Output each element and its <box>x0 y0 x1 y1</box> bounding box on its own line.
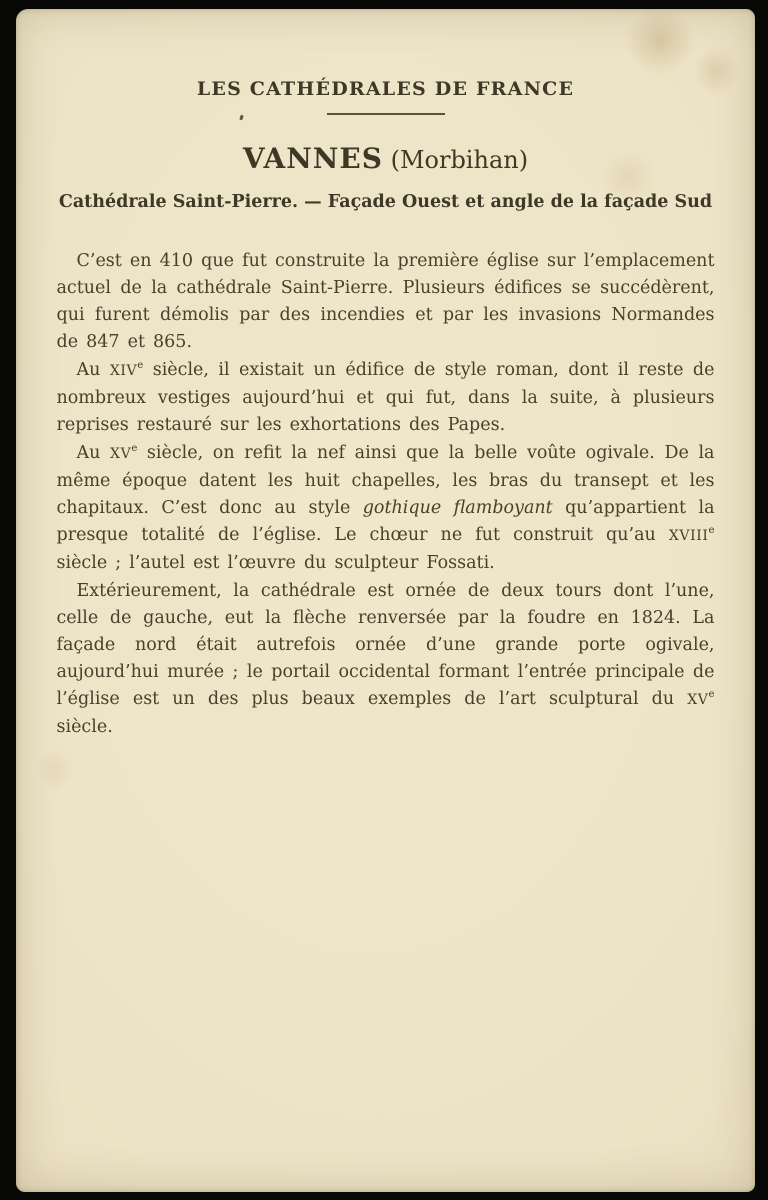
text-run: Au <box>76 360 110 380</box>
text-run: XIV <box>109 363 138 379</box>
text-run: Au <box>76 443 111 463</box>
paragraph <box>57 578 715 741</box>
text-run: XV <box>687 692 709 708</box>
text-run: siècle ; l’autel est l’œuvre du sculpteur Fossati. <box>56 553 495 573</box>
paragraph <box>57 248 715 356</box>
text-run: XV <box>110 446 132 462</box>
text-run: e <box>131 443 138 455</box>
text-run: qu’appartient la presque totalité de l’église. Le chœur ne fut construit qu’au <box>56 498 715 545</box>
title-region: (Morbihan) <box>382 146 529 174</box>
paragraph <box>57 440 715 577</box>
text-run: gothique flamboyant <box>362 498 553 518</box>
text-run: siècle. <box>56 717 113 737</box>
text-run: e <box>708 689 715 701</box>
subtitle: Cathédrale Saint-Pierre. — Façade Ouest et angle de la façade Sud <box>58 192 713 212</box>
title-city: VANNES <box>242 142 383 175</box>
text-run: Extérieurement, la cathédrale est ornée de deux tours dont l’une, celle de gauche, eut la flèche renversée par la foudre en 1824. La façade nord était autrefois ornée d’une grande porte ogivale, aujourd’hui murée ; le portail occidental formant l’entrée principale de l’église est un des plus beaux exemples de l’art sculptural du <box>56 581 715 709</box>
divider-rule <box>327 113 445 115</box>
text-run: siècle, il existait un édifice de style roman, dont il reste de nombreux vestiges aujourd’hui et qui fut, dans la suite, à plusieurs reprises restauré sur les exhortations des Papes. <box>56 360 715 435</box>
ink-speck <box>239 115 243 121</box>
text-run: e <box>137 360 144 372</box>
page-title <box>16 142 755 175</box>
text-run: siècle, on refit la nef ainsi que la belle voûte ogivale. De la même époque datent les huit chapelles, les bras du transept et les chapitaux. C’est donc au style <box>56 443 715 518</box>
series-title: LES CATHÉDRALES DE FRANCE <box>196 78 575 100</box>
body-text <box>57 248 715 741</box>
text-run: e <box>708 525 715 537</box>
postcard <box>16 9 755 1192</box>
paragraph <box>57 357 715 439</box>
text-run: XVIII <box>668 528 709 544</box>
text-run: C’est en 410 que fut construite la première église sur l’emplacement actuel de la cathédrale Saint-Pierre. Plusieurs édifices se succédèrent, qui furent démolis par des incendies et par les invasions Normandes de 847 et 865. <box>56 251 715 352</box>
